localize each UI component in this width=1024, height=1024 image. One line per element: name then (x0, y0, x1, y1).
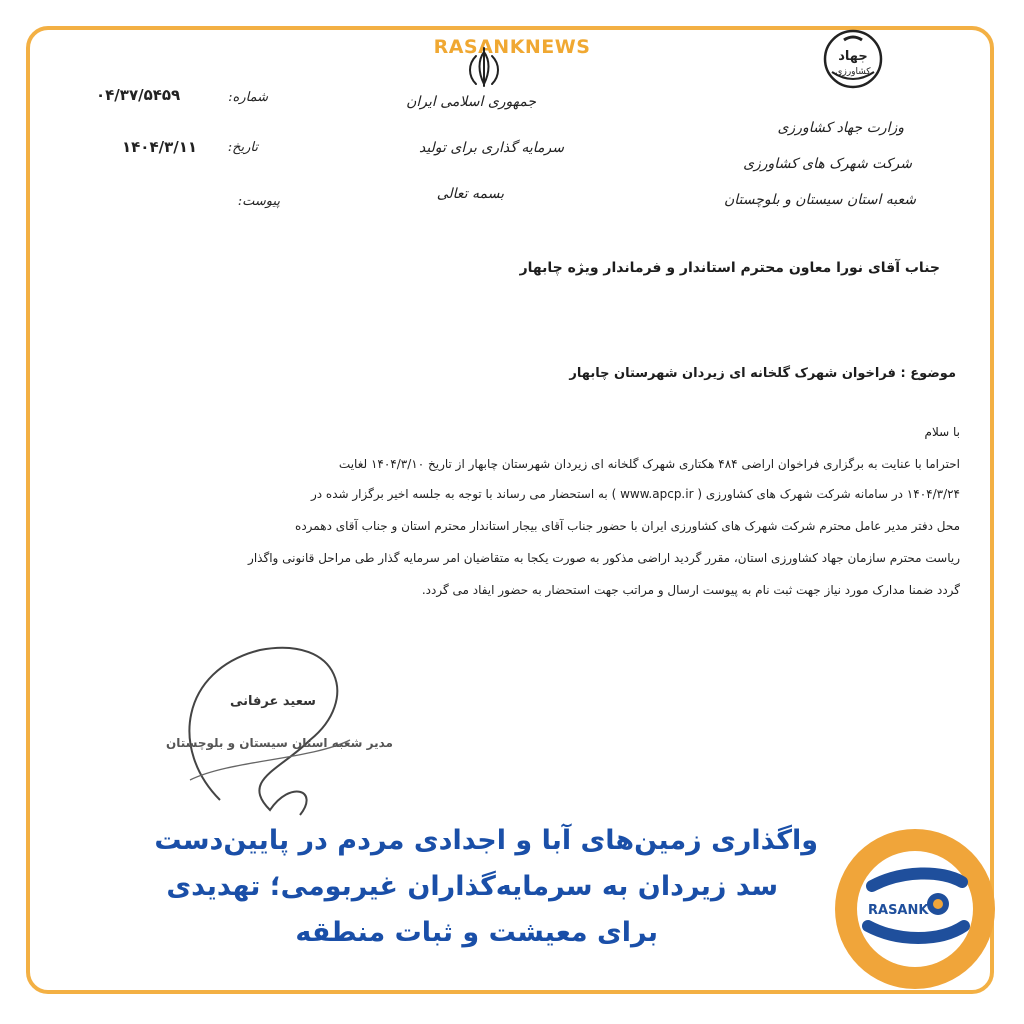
rasank-logo-text: RASANK (868, 903, 929, 918)
headline-line-1: واگذاری زمین‌های آبا و اجدادی مردم در پایین‌دست (154, 825, 818, 856)
signatory-name: سعید عرفانی (230, 694, 316, 709)
jihad-keshavarzi-logo-icon (822, 28, 884, 90)
iran-emblem-icon (456, 46, 512, 90)
attachment-label: پیوست: (237, 194, 280, 209)
org-branch: شعبه استان سیستان و بلوچستان (723, 192, 916, 208)
number-value: ۰۴/۳۷/۵۴۵۹ (96, 86, 181, 104)
org-bismillah: بسمه تعالی (436, 186, 504, 202)
date-value: ۱۴۰۴/۳/۱۱ (122, 138, 198, 156)
number-label: شماره: (228, 90, 268, 105)
body-line-5: گردد ضمنا مدارک مورد نیاز جهت ثبت نام به پیوست ارسال و مراتب جهت استحضار به حضور ایفاد می گردد. (421, 583, 960, 597)
signature-scribble-icon (150, 630, 390, 820)
recipient-line: جناب آقای نورا معاون محترم استاندار و فرماندار ویژه چابهار (519, 260, 940, 276)
headline-line-3: برای معیشت و ثبات منطقه (295, 917, 658, 948)
signatory-title: مدیر شعبه استان سیستان و بلوچستان (166, 736, 393, 750)
logo-word-top: جهاد (838, 49, 868, 64)
headline-line-2: سد زیردان به سرمایه‌گذاران غیربومی؛ تهدیدی (166, 871, 778, 902)
rasank-logo-icon (832, 826, 998, 992)
body-line-1: احتراما با عنایت به برگزاری فراخوان اراضی ۴۸۴ هکتاری شهرک گلخانه ای زیردان شهرستان چابهار از تاریخ ۱۴۰۴/۳/۱۰ لغایت (338, 457, 960, 471)
date-label: تاریخ: (227, 140, 258, 155)
org-company: شرکت شهرک های کشاورزی (743, 156, 912, 172)
org-republic: جمهوری اسلامی ایران (406, 94, 536, 110)
brand-watermark: RASANKNEWS (433, 36, 591, 58)
subject-line: موضوع : فراخوان شهرک گلخانه ای زیردان شهرستان چابهار (569, 366, 956, 381)
org-slogan: سرمایه گذاری برای تولید (418, 140, 564, 156)
body-line-4: ریاست محترم سازمان جهاد کشاورزی استان، مقرر گردید اراضی مذکور به صورت یکجا به متقاضیان امر سرمایه گذار طی مراحل قانونی واگذار (248, 551, 960, 565)
org-ministry: وزارت جهاد کشاورزی (777, 120, 904, 136)
greeting: با سلام (924, 425, 960, 439)
logo-word-bottom: کشاورزی (835, 67, 871, 77)
body-line-2: ۱۴۰۴/۳/۲۴ در سامانه شرکت شهرک های کشاورزی ( www.apcp.ir ) به استحضار می رساند با توجه به جلسه اخیر برگزار شده در (310, 487, 960, 501)
body-line-3: محل دفتر مدیر عامل محترم شرکت شهرک های کشاورزی ایران با حضور جناب آقای بیجار استاندار محترم استان و جناب آقای دهمرده (295, 519, 960, 533)
news-headline (154, 818, 818, 956)
